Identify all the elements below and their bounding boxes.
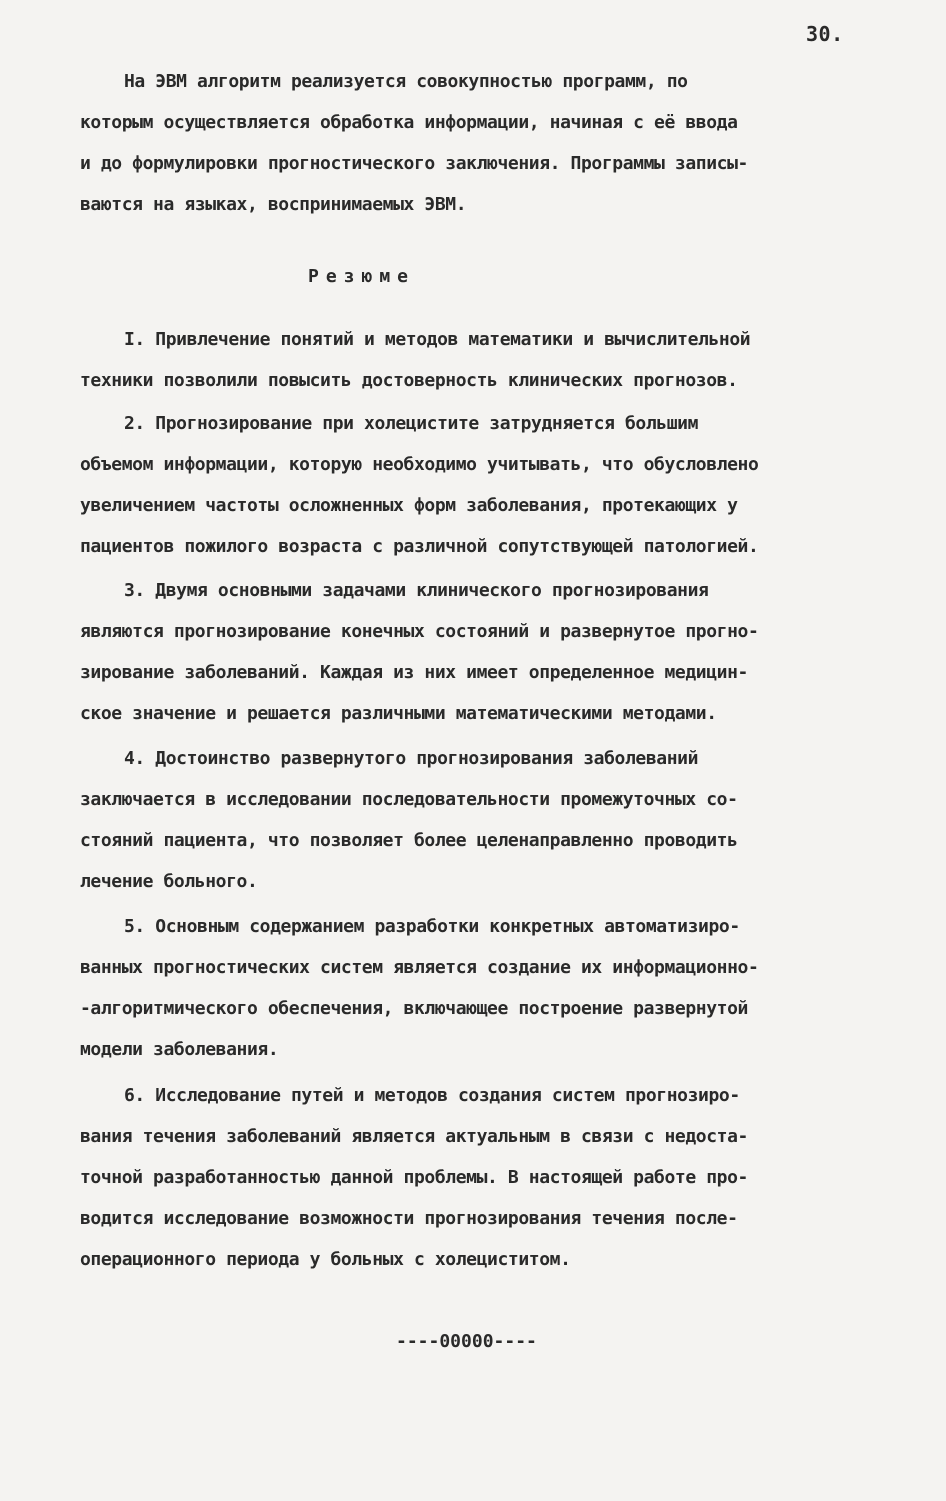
- point-6-line-1: 6. Исследование путей и методов создания систем прогнозиро-: [124, 1085, 740, 1106]
- point-2-line-2: объемом информации, которую необходимо учитывать, что обусловлено: [80, 454, 759, 475]
- point-2-line-1: 2. Прогнозирование при холецистите затрудняется большим: [124, 413, 699, 434]
- point-5-line-2: ванных прогностических систем является создание их информационно-: [80, 957, 759, 978]
- point-4-line-4: лечение больного.: [80, 871, 258, 892]
- section-heading: Резюме: [308, 266, 416, 287]
- page-number: 30.: [806, 22, 844, 46]
- point-2-line-4: пациентов пожилого возраста с различной сопутствующей патологией.: [80, 536, 759, 557]
- point-2-line-3: увеличением частоты осложненных форм заболевания, протекающих у: [80, 495, 738, 516]
- point-3-line-2: являются прогнозирование конечных состояний и развернутое прогно-: [80, 621, 759, 642]
- point-3-line-4: ское значение и решается различными математическими методами.: [80, 703, 717, 724]
- intro-line-2: которым осуществляется обработка информации, начиная с её ввода: [80, 112, 738, 133]
- point-6-line-2: вания течения заболеваний является актуальным в связи с недоста-: [80, 1126, 748, 1147]
- point-3-line-3: зирование заболеваний. Каждая из них имеет определенное медицин-: [80, 662, 748, 683]
- point-5-line-1: 5. Основным содержанием разработки конкретных автоматизиро-: [124, 916, 740, 937]
- end-separator: ----00000----: [396, 1331, 537, 1352]
- intro-line-3: и до формулировки прогностического заключения. Программы записы-: [80, 153, 748, 174]
- point-6-line-5: операционного периода у больных с холециститом.: [80, 1249, 571, 1270]
- intro-line-1: На ЭВМ алгоритм реализуется совокупностью программ, по: [124, 71, 688, 92]
- point-6-line-3: точной разработанностью данной проблемы. В настоящей работе про-: [80, 1167, 748, 1188]
- point-1-line-2: техники позволили повысить достоверность клинических прогнозов.: [80, 370, 738, 391]
- point-4-line-1: 4. Достоинство развернутого прогнозирования заболеваний: [124, 748, 699, 769]
- point-6-line-4: водится исследование возможности прогнозирования течения после-: [80, 1208, 738, 1229]
- point-3-line-1: 3. Двумя основными задачами клинического прогнозирования: [124, 580, 709, 601]
- point-4-line-3: стояний пациента, что позволяет более целенаправленно проводить: [80, 830, 738, 851]
- point-5-line-4: модели заболевания.: [80, 1039, 279, 1060]
- point-4-line-2: заключается в исследовании последовательности промежуточных со-: [80, 789, 738, 810]
- point-1-line-1: I. Привлечение понятий и методов математики и вычислительной: [124, 329, 751, 350]
- intro-line-4: ваются на языках, воспринимаемых ЭВМ.: [80, 194, 467, 215]
- point-5-line-3: -алгоритмического обеспечения, включающее построение развернутой: [80, 998, 748, 1019]
